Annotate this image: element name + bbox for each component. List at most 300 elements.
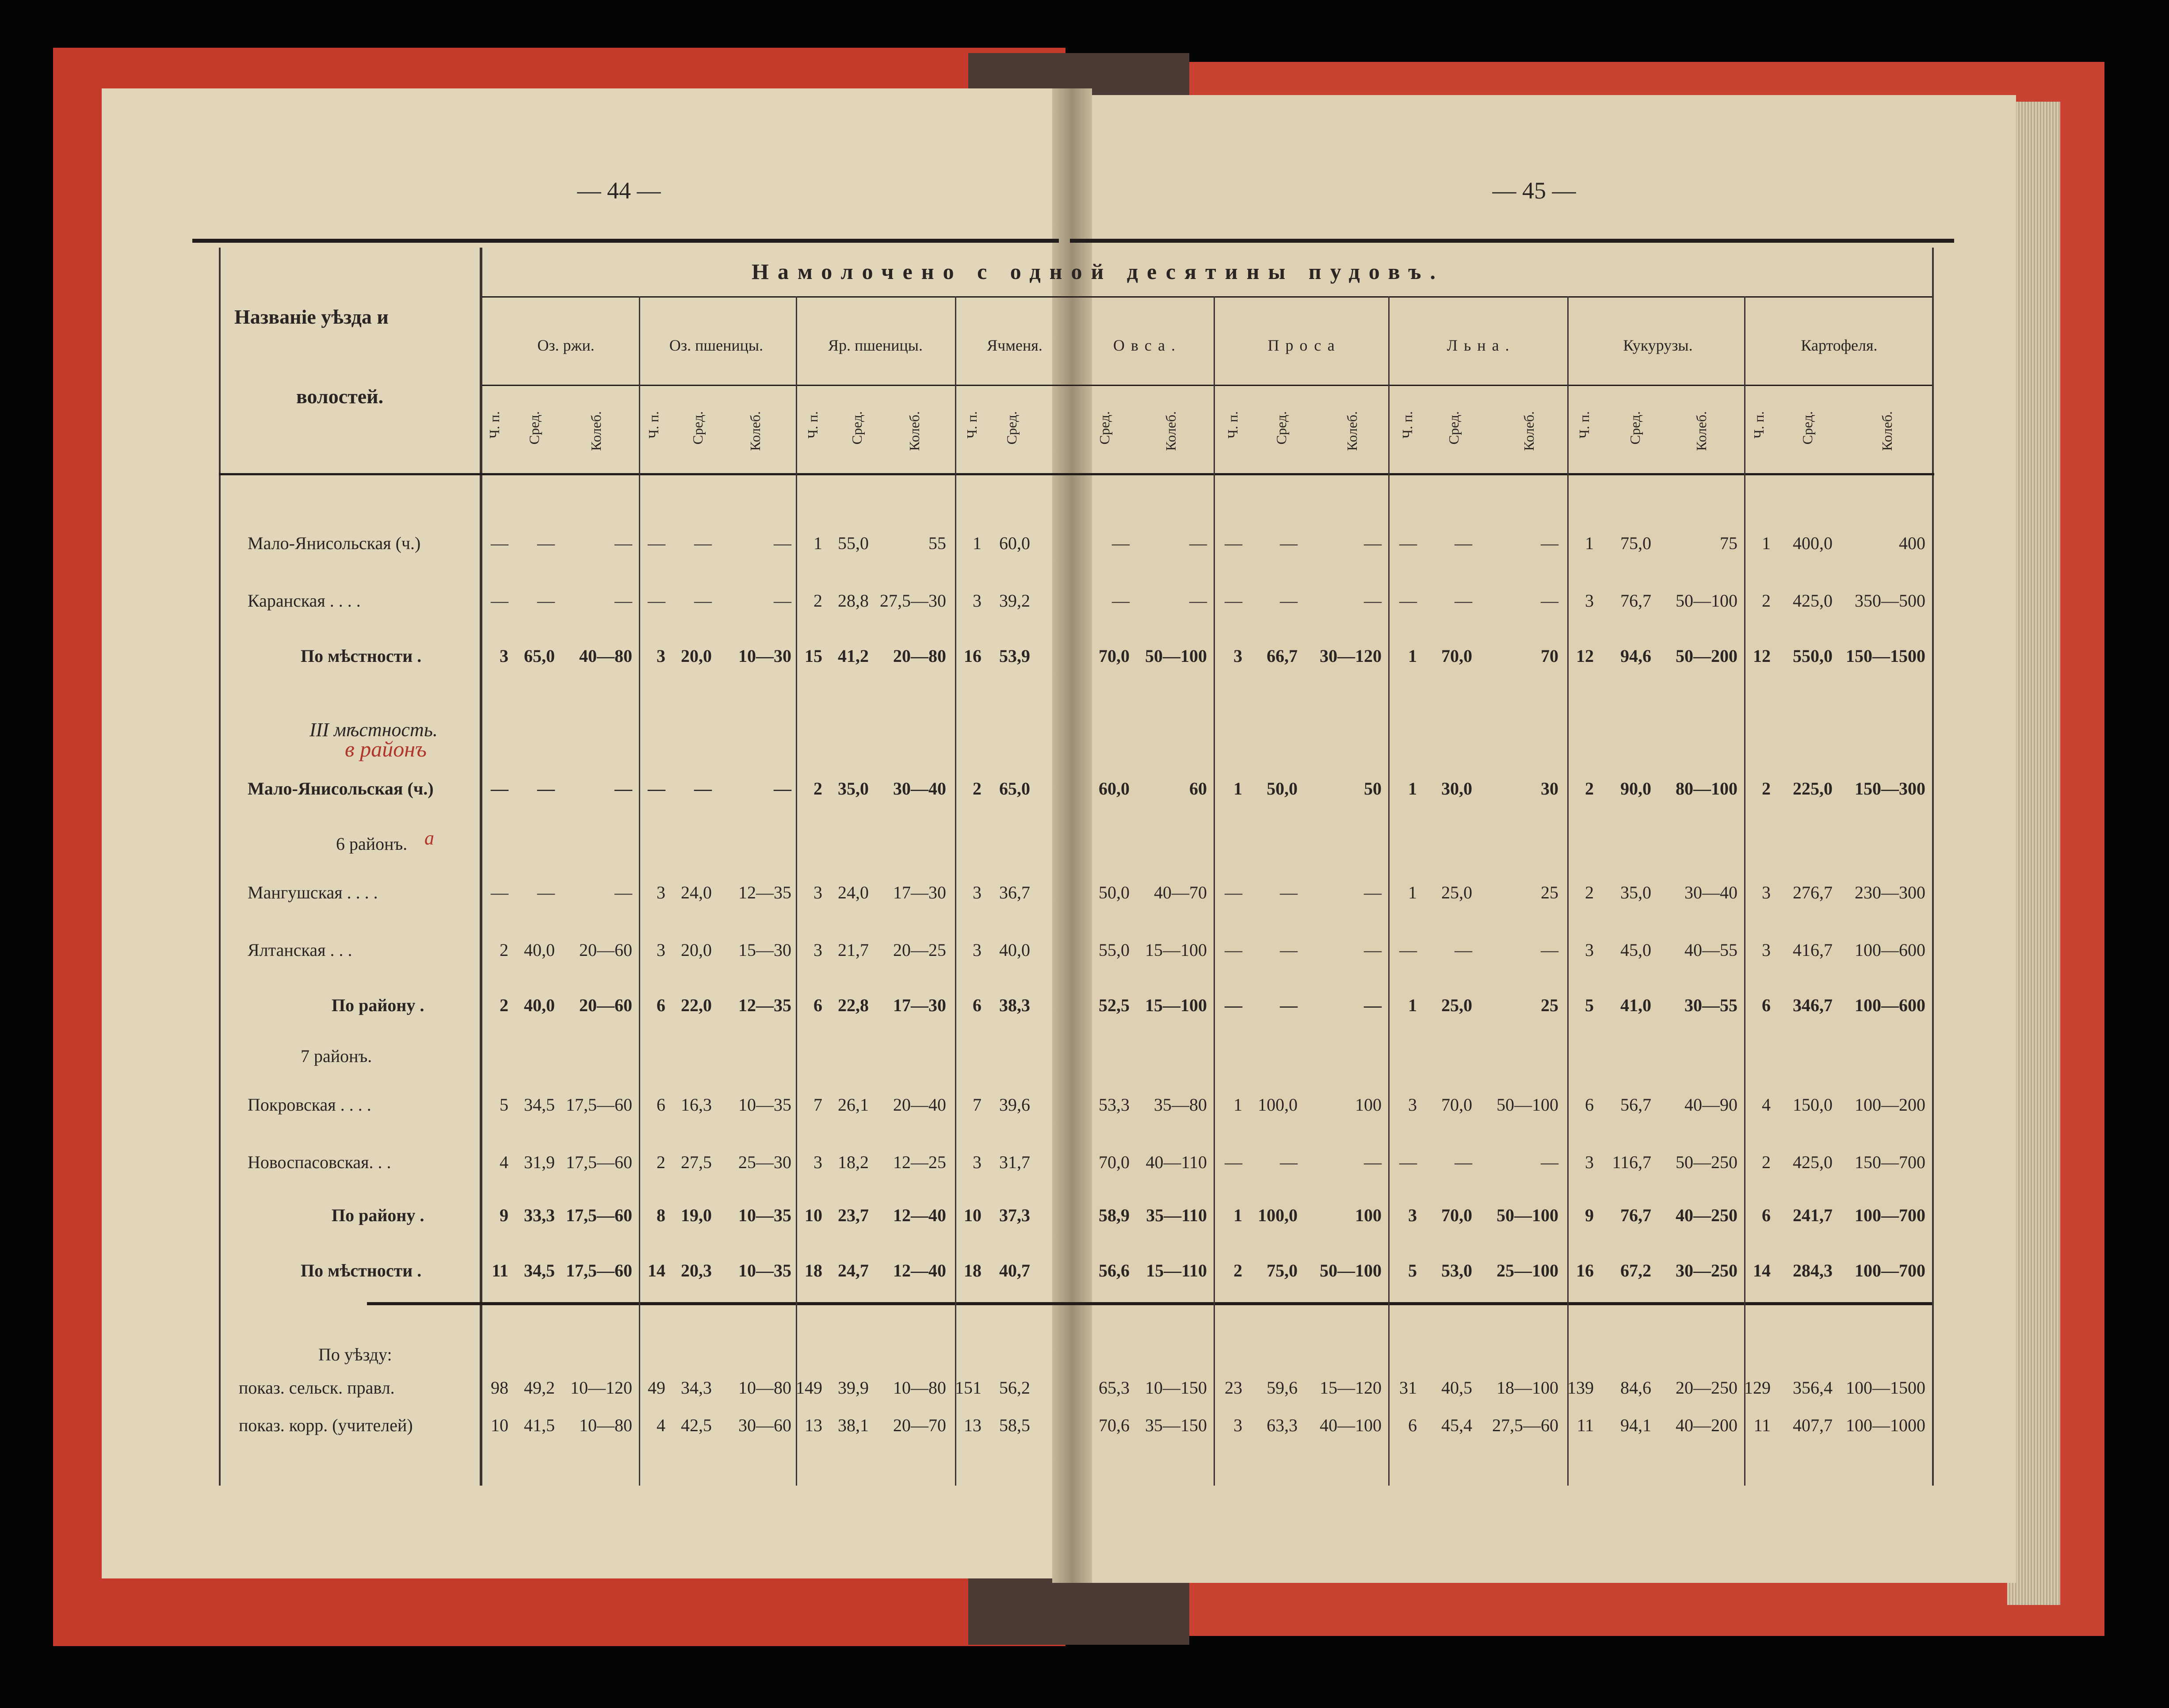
red-handwritten-note: в районъ xyxy=(345,737,427,761)
table-cell: 34,5 xyxy=(524,1261,555,1280)
sub-header: Колеб. xyxy=(1693,411,1709,451)
table-cell: 56,2 xyxy=(999,1378,1030,1398)
table-cell: 39,6 xyxy=(999,1095,1030,1115)
table-cell: 7 xyxy=(813,1095,822,1115)
table-cell: 27,5—30 xyxy=(880,591,946,611)
table-cell: 23,7 xyxy=(838,1205,869,1225)
table-cell: 2 xyxy=(657,1152,665,1172)
table-cell: 40,0 xyxy=(524,995,555,1015)
table-cell: — xyxy=(615,779,632,799)
table-cell: 2 xyxy=(1762,779,1771,799)
table-cell: 50—200 xyxy=(1676,646,1737,666)
table-cell: 20—60 xyxy=(579,995,632,1015)
group-potatoes: Картофеля. xyxy=(1801,336,1878,354)
table-cell: 6 xyxy=(1585,1095,1594,1115)
table-cell: 18 xyxy=(964,1261,981,1280)
table-cell: 55 xyxy=(928,533,946,553)
row-label: По району . xyxy=(332,995,424,1015)
table-cell: 2 xyxy=(1585,883,1594,902)
table-cell: — xyxy=(1225,533,1242,553)
table-cell: — xyxy=(1225,591,1242,611)
table-cell: 50—100 xyxy=(1145,646,1207,666)
book-gutter xyxy=(1052,88,1092,1583)
table-cell: 55,0 xyxy=(1099,940,1130,960)
table-cell: 24,0 xyxy=(681,883,712,902)
sub-header: Ч. п. xyxy=(1225,411,1241,439)
table-cell: 20—70 xyxy=(893,1415,946,1435)
sub-header: Ч. п. xyxy=(486,411,502,439)
table-cell: 100—700 xyxy=(1855,1261,1925,1280)
table-cell: 116,7 xyxy=(1612,1152,1651,1172)
table-cell: 31,9 xyxy=(524,1152,555,1172)
main-header: Намолочено с одной десятины пудовъ. xyxy=(752,259,1444,284)
table-cell: 15—100 xyxy=(1145,995,1207,1015)
table-cell: — xyxy=(1541,591,1558,611)
table-cell: 416,7 xyxy=(1793,940,1833,960)
table-cell: 35—150 xyxy=(1145,1415,1207,1435)
table-cell: 6 xyxy=(1408,1415,1417,1435)
table-cell: 30—120 xyxy=(1320,646,1382,666)
table-cell: 41,5 xyxy=(524,1415,555,1435)
table-cell: 3 xyxy=(1233,1415,1242,1435)
table-cell: 63,3 xyxy=(1267,1415,1298,1435)
table-cell: — xyxy=(1280,1152,1298,1172)
table-cell: 5 xyxy=(1585,995,1594,1015)
table-cell: — xyxy=(615,883,632,902)
table-cell: 15—100 xyxy=(1145,940,1207,960)
table-cell: 23 xyxy=(1225,1378,1242,1398)
section-label-handwritten: III мѣстность. xyxy=(309,719,438,741)
left-border xyxy=(219,248,221,1486)
table-cell: — xyxy=(774,779,791,799)
table-cell: 100 xyxy=(1355,1205,1382,1225)
table-cell: 20—80 xyxy=(893,646,946,666)
table-cell: 10 xyxy=(491,1415,508,1435)
table-cell: 40,0 xyxy=(524,940,555,960)
row-label: показ. сельск. правл. xyxy=(239,1378,395,1398)
table-cell: 37,3 xyxy=(999,1205,1030,1225)
table-cell: — xyxy=(615,533,632,553)
table-cell: 26,1 xyxy=(838,1095,869,1115)
table-cell: 149 xyxy=(796,1378,822,1398)
table-cell: 60,0 xyxy=(1099,779,1130,799)
table-cell: 40,0 xyxy=(999,940,1030,960)
table-cell: 20—60 xyxy=(579,940,632,960)
table-cell: 27,5 xyxy=(681,1152,712,1172)
table-cell: 84,6 xyxy=(1620,1378,1651,1398)
right-page-number: — 45 — xyxy=(1492,177,1576,204)
table-cell: 12 xyxy=(1576,646,1594,666)
table-cell: 30,0 xyxy=(1441,779,1472,799)
table-cell: 56,6 xyxy=(1099,1261,1130,1280)
table-cell: 150—1500 xyxy=(1846,646,1925,666)
table-cell: 39,2 xyxy=(999,591,1030,611)
table-cell: 3 xyxy=(813,883,822,902)
table-cell: 59,6 xyxy=(1267,1378,1298,1398)
table-cell: 17,5—60 xyxy=(566,1095,632,1115)
table-cell: 2 xyxy=(813,591,822,611)
top-rule-left xyxy=(192,239,1059,243)
table-cell: 67,2 xyxy=(1620,1261,1651,1280)
table-cell: 75,0 xyxy=(1267,1261,1298,1280)
table-cell: 1 xyxy=(1408,779,1417,799)
table-cell: 10—120 xyxy=(570,1378,632,1398)
table-cell: 24,0 xyxy=(838,883,869,902)
table-cell: 17,5—60 xyxy=(566,1261,632,1280)
sub-header: Сред. xyxy=(1273,411,1289,445)
table-cell: 98 xyxy=(491,1378,508,1398)
table-cell: 3 xyxy=(1585,940,1594,960)
table-cell: 18—100 xyxy=(1497,1378,1558,1398)
sub-header: Колеб. xyxy=(1521,411,1537,451)
row-label: Мало-Янисольская (ч.) xyxy=(248,779,434,799)
table-cell: 50—100 xyxy=(1497,1095,1558,1115)
table-cell: 3 xyxy=(973,940,981,960)
table-cell: 41,2 xyxy=(838,646,869,666)
table-cell: 19,0 xyxy=(681,1205,712,1225)
row-label: Мангушская . . . . xyxy=(248,883,378,902)
sub-header: Колеб. xyxy=(1344,411,1360,451)
sub-header: Сред. xyxy=(1799,411,1815,445)
table-cell: 3 xyxy=(657,646,665,666)
table-cell: — xyxy=(1280,591,1298,611)
table-cell: 6 xyxy=(657,1095,665,1115)
table-cell: 13 xyxy=(964,1415,981,1435)
table-cell: 150—300 xyxy=(1855,779,1925,799)
table-cell: 20—40 xyxy=(893,1095,946,1115)
table-cell: — xyxy=(1112,533,1130,553)
table-cell: — xyxy=(1280,940,1298,960)
table-cell: 100,0 xyxy=(1258,1095,1298,1115)
table-cell: 3 xyxy=(813,1152,822,1172)
raion-6-label: 6 районъ. xyxy=(336,834,408,854)
sub-header: Ч. п. xyxy=(805,411,821,439)
group-rule xyxy=(482,296,1932,298)
table-cell: — xyxy=(1189,591,1207,611)
table-cell: 1 xyxy=(1233,1095,1242,1115)
table-cell: 38,1 xyxy=(838,1415,869,1435)
table-cell: 60 xyxy=(1189,779,1207,799)
table-cell: 10—150 xyxy=(1145,1378,1207,1398)
header-bottom-rule xyxy=(219,473,1934,475)
sub-header: Ч. п. xyxy=(1751,411,1767,439)
subheader-rule xyxy=(482,385,1932,386)
table-cell: 4 xyxy=(500,1152,508,1172)
table-cell: 27,5—60 xyxy=(1492,1415,1558,1435)
table-cell: 22,0 xyxy=(681,995,712,1015)
table-cell: — xyxy=(491,533,508,553)
table-cell: 21,7 xyxy=(838,940,869,960)
table-cell: 6 xyxy=(973,995,981,1015)
table-cell: 284,3 xyxy=(1793,1261,1833,1280)
table-cell: 31 xyxy=(1399,1378,1417,1398)
table-cell: 17—30 xyxy=(893,995,946,1015)
table-cell: 9 xyxy=(1585,1205,1594,1225)
table-cell: 20—250 xyxy=(1676,1378,1737,1398)
table-cell: — xyxy=(1225,940,1242,960)
table-cell: 50 xyxy=(1364,779,1382,799)
table-cell: 13 xyxy=(805,1415,822,1435)
row-label: Ялтанская . . . xyxy=(248,940,352,960)
table-cell: 100—1000 xyxy=(1846,1415,1925,1435)
table-cell: 1 xyxy=(1233,779,1242,799)
table-cell: 40—70 xyxy=(1154,883,1207,902)
table-cell: — xyxy=(1189,533,1207,553)
table-cell: 30—60 xyxy=(738,1415,791,1435)
table-cell: — xyxy=(1280,533,1298,553)
table-cell: 40,5 xyxy=(1441,1378,1472,1398)
table-cell: 276,7 xyxy=(1793,883,1833,902)
table-cell: 6 xyxy=(1762,1205,1771,1225)
table-cell: 3 xyxy=(1233,646,1242,666)
table-cell: — xyxy=(1112,591,1130,611)
table-cell: 65,0 xyxy=(524,646,555,666)
table-cell: 50—100 xyxy=(1497,1205,1558,1225)
sub-header: Сред. xyxy=(1446,411,1462,445)
table-cell: — xyxy=(1364,940,1382,960)
table-cell: 6 xyxy=(657,995,665,1015)
table-cell: 425,0 xyxy=(1793,1152,1833,1172)
table-cell: 17,5—60 xyxy=(566,1205,632,1225)
table-cell: 16 xyxy=(964,646,981,666)
table-cell: 14 xyxy=(1753,1261,1771,1280)
table-cell: 10—80 xyxy=(893,1378,946,1398)
table-cell: 66,7 xyxy=(1267,646,1298,666)
row-header-line2: волостей. xyxy=(296,385,384,408)
table-cell: 2 xyxy=(973,779,981,799)
table-cell: 40,7 xyxy=(999,1261,1030,1280)
table-cell: 25—100 xyxy=(1497,1261,1558,1280)
sub-header: Колеб. xyxy=(747,411,763,451)
table-cell: — xyxy=(1455,940,1472,960)
table-cell: 22,8 xyxy=(838,995,869,1015)
table-cell: 6 xyxy=(1762,995,1771,1015)
table-cell: — xyxy=(694,779,712,799)
row-label: По району . xyxy=(332,1205,424,1225)
table-cell: 10—30 xyxy=(738,646,791,666)
table-cell: — xyxy=(491,883,508,902)
table-cell: 400 xyxy=(1899,533,1925,553)
table-cell: 25,0 xyxy=(1441,883,1472,902)
table-cell: 11 xyxy=(492,1261,508,1280)
table-cell: 25,0 xyxy=(1441,995,1472,1015)
table-cell: — xyxy=(774,591,791,611)
table-cell: 40—100 xyxy=(1320,1415,1382,1435)
table-cell: 34,5 xyxy=(524,1095,555,1115)
table-cell: — xyxy=(1455,591,1472,611)
table-cell: 2 xyxy=(1233,1261,1242,1280)
table-cell: 4 xyxy=(1762,1095,1771,1115)
header-column-divider xyxy=(480,248,482,1486)
table-cell: 15—30 xyxy=(738,940,791,960)
table-cell: 15—120 xyxy=(1320,1378,1382,1398)
table-cell: 1 xyxy=(1408,883,1417,902)
table-cell: 38,3 xyxy=(999,995,1030,1015)
table-cell: — xyxy=(1364,533,1382,553)
table-cell: 10—35 xyxy=(738,1095,791,1115)
table-cell: 129 xyxy=(1744,1378,1771,1398)
sub-header: Сред. xyxy=(526,411,542,445)
table-cell: 3 xyxy=(973,1152,981,1172)
table-cell: — xyxy=(648,591,665,611)
table-cell: 6 xyxy=(813,995,822,1015)
table-cell: 2 xyxy=(1585,779,1594,799)
table-cell: — xyxy=(1364,591,1382,611)
table-cell: 139 xyxy=(1567,1378,1594,1398)
table-cell: 2 xyxy=(500,995,508,1015)
table-cell: 3 xyxy=(1762,940,1771,960)
table-cell: 10—35 xyxy=(738,1205,791,1225)
table-cell: 1 xyxy=(973,533,981,553)
table-cell: 1 xyxy=(1585,533,1594,553)
table-cell: 94,1 xyxy=(1620,1415,1651,1435)
table-cell: 12—35 xyxy=(738,995,791,1015)
table-cell: — xyxy=(1280,883,1298,902)
table-cell: 100—200 xyxy=(1855,1095,1925,1115)
table-cell: 3 xyxy=(813,940,822,960)
table-cell: 241,7 xyxy=(1793,1205,1833,1225)
table-cell: 10—80 xyxy=(579,1415,632,1435)
table-cell: 53,9 xyxy=(999,646,1030,666)
table-cell: 30—40 xyxy=(893,779,946,799)
right-page xyxy=(1065,95,2016,1583)
table-cell: 2 xyxy=(500,940,508,960)
table-cell: 12 xyxy=(1753,646,1771,666)
table-cell: 49,2 xyxy=(524,1378,555,1398)
table-cell: 56,7 xyxy=(1620,1095,1651,1115)
table-cell: 34,3 xyxy=(681,1378,712,1398)
sub-header: Ч. п. xyxy=(645,411,661,439)
table-cell: 400,0 xyxy=(1793,533,1833,553)
table-cell: 53,3 xyxy=(1099,1095,1130,1115)
table-cell: 20,0 xyxy=(681,646,712,666)
table-cell: 31,7 xyxy=(999,1152,1030,1172)
table-cell: 100—600 xyxy=(1855,995,1925,1015)
raion-7-label: 7 районъ. xyxy=(301,1046,372,1066)
table-cell: 10 xyxy=(805,1205,822,1225)
table-cell: 10 xyxy=(964,1205,981,1225)
table-cell: 75,0 xyxy=(1620,533,1651,553)
table-cell: 50—250 xyxy=(1676,1152,1737,1172)
table-cell: 350—500 xyxy=(1855,591,1925,611)
table-cell: 1 xyxy=(1408,995,1417,1015)
table-cell: 3 xyxy=(657,883,665,902)
table-cell: 45,4 xyxy=(1441,1415,1472,1435)
table-cell: 20,3 xyxy=(681,1261,712,1280)
table-cell: 35—110 xyxy=(1146,1205,1207,1225)
table-cell: 3 xyxy=(1408,1205,1417,1225)
table-cell: 1 xyxy=(1408,646,1417,666)
table-cell: — xyxy=(537,779,555,799)
table-cell: — xyxy=(774,533,791,553)
table-cell: 70,0 xyxy=(1441,1205,1472,1225)
table-cell: 4 xyxy=(657,1415,665,1435)
group-barley: Ячменя. xyxy=(987,336,1042,354)
table-cell: 3 xyxy=(657,940,665,960)
table-cell: 80—100 xyxy=(1676,779,1737,799)
table-cell: 40—110 xyxy=(1146,1152,1207,1172)
sub-header: Колеб. xyxy=(1163,411,1179,451)
table-cell: 100—1500 xyxy=(1846,1378,1925,1398)
table-cell: 425,0 xyxy=(1793,591,1833,611)
table-cell: 70,0 xyxy=(1099,646,1130,666)
table-cell: — xyxy=(615,591,632,611)
table-cell: 76,7 xyxy=(1620,1205,1651,1225)
table-cell: 20,0 xyxy=(681,940,712,960)
table-cell: — xyxy=(1364,995,1382,1015)
table-cell: 35,0 xyxy=(838,779,869,799)
table-cell: 58,9 xyxy=(1099,1205,1130,1225)
table-cell: — xyxy=(1364,1152,1382,1172)
table-cell: 30—55 xyxy=(1684,995,1737,1015)
table-cell: 151 xyxy=(955,1378,981,1398)
table-cell: 10—80 xyxy=(738,1378,791,1398)
table-cell: — xyxy=(1541,1152,1558,1172)
table-cell: 40—250 xyxy=(1676,1205,1737,1225)
sub-header: Ч. п. xyxy=(1576,411,1592,439)
table-cell: 16 xyxy=(1576,1261,1594,1280)
group-winter-wheat: Оз. пшеницы. xyxy=(669,336,764,354)
sub-header: Сред. xyxy=(1004,411,1020,445)
table-cell: 40—55 xyxy=(1684,940,1737,960)
row-label: Каранская . . . . xyxy=(248,591,361,611)
table-cell: 2 xyxy=(1762,1152,1771,1172)
table-cell: 30—250 xyxy=(1676,1261,1737,1280)
table-cell: — xyxy=(1399,533,1417,553)
table-cell: 24,7 xyxy=(838,1261,869,1280)
table-cell: — xyxy=(648,779,665,799)
table-cell: 11 xyxy=(1753,1415,1771,1435)
table-cell: 90,0 xyxy=(1620,779,1651,799)
table-cell: — xyxy=(1541,533,1558,553)
table-cell: 9 xyxy=(500,1205,508,1225)
table-cell: 65,0 xyxy=(999,779,1030,799)
table-cell: 75 xyxy=(1720,533,1737,553)
left-page-number: — 44 — xyxy=(577,177,661,204)
table-cell: 52,5 xyxy=(1099,995,1130,1015)
table-cell: 70,0 xyxy=(1441,646,1472,666)
table-cell: 42,5 xyxy=(681,1415,712,1435)
sub-header: Ч. п. xyxy=(1399,411,1415,439)
sub-header: Колеб. xyxy=(906,411,922,451)
table-cell: — xyxy=(1225,1152,1242,1172)
table-cell: 100—700 xyxy=(1855,1205,1925,1225)
table-cell: — xyxy=(1399,591,1417,611)
row-label: По мѣстности . xyxy=(301,646,422,666)
table-cell: — xyxy=(694,591,712,611)
table-cell: 3 xyxy=(1585,591,1594,611)
table-cell: 1 xyxy=(1762,533,1771,553)
table-cell: 7 xyxy=(973,1095,981,1115)
sub-header: Ч. п. xyxy=(964,411,980,439)
table-cell: — xyxy=(537,883,555,902)
table-cell: — xyxy=(491,591,508,611)
totals-rule xyxy=(367,1302,1932,1305)
table-cell: 16,3 xyxy=(681,1095,712,1115)
table-cell: 20—25 xyxy=(893,940,946,960)
table-cell: — xyxy=(1364,883,1382,902)
table-cell: — xyxy=(537,533,555,553)
table-cell: 55,0 xyxy=(838,533,869,553)
table-cell: 2 xyxy=(1762,591,1771,611)
table-cell: 17,5—60 xyxy=(566,1152,632,1172)
table-cell: 41,0 xyxy=(1620,995,1651,1015)
group-flax: Льна. xyxy=(1447,336,1516,354)
table-cell: 230—300 xyxy=(1855,883,1925,902)
table-cell: 40—200 xyxy=(1676,1415,1737,1435)
table-cell: 50,0 xyxy=(1267,779,1298,799)
table-cell: — xyxy=(1280,995,1298,1015)
